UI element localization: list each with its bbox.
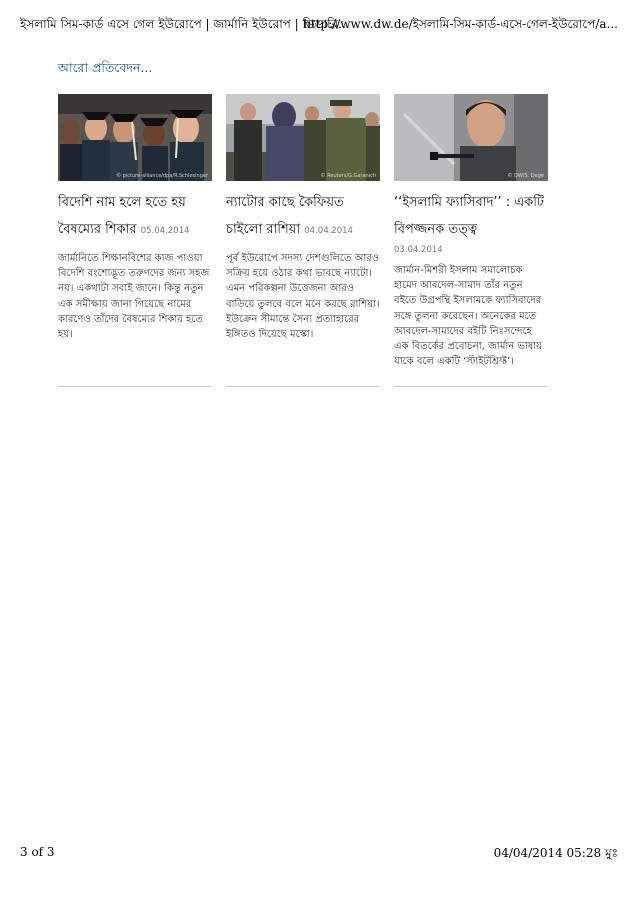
article-title[interactable]: ন্যাটোর কাছে কৈফিয়ত চাইলো রাশিয়া 04.04.2014 [226,195,353,237]
soldiers-photo[interactable] [226,94,380,181]
image-credit: © DW/S. Dege [507,173,544,179]
print-header [20,16,618,34]
article-summary: জার্মান-মিশরী ইসলাম সমালোচক হামেদ আবদেল-সামাদ তাঁর নতুন বইতে উগ্রপন্থি ইসলামকে ফ্যাসিবাদের সঙ্গে তুলনা করেছেন। অনেকের মতে আবদেল-সামাদের বইটি নিঃসন্দেহে এক বিতর্কের প্রবোচনা, জার্মান ভাষায় যাকে বলে একটি ‘স্টাইটশ্রিফ্ট’। [394,265,543,368]
article-card [58,94,212,387]
more-reports-link[interactable]: আরো প্রতিবেদন... [58,60,153,75]
article-summary: জার্মানিতে শিক্ষানবিশের কাজ পাওয়া বিদেশি বংশোদ্ভূত তরুণদের জন্য সহজ নয়। একথাটা সবাই জানে। কিন্তু নতুন এক সমীক্ষায় জানা গিয়েছে নামের কারণেও তাঁদের বৈষম্যের শিকার হতে হয়। [58,253,210,341]
image-credit: © Reuters/G.Garanich [320,173,376,179]
print-page-url: http://www.dw.de/ইসলামি-সিম-কার্ড-এসে-গেল-ইউরোপে/a... [303,17,618,31]
article-date: 05.04.2014 [140,226,190,236]
article-title[interactable]: বিদেশি নাম হলে হতে হয় বৈষম্যের শিকার 05.04.2014 [58,195,190,237]
article-title[interactable]: ‘‘ইসলামি ফ্যাসিবাদ’’ : একটি বিপজ্জনক তত্ত্ব [394,195,545,237]
article-card [394,94,548,387]
graduates-photo-graphic [58,94,212,181]
article-list [58,94,548,386]
print-footer [20,845,618,861]
article-date: 03.04.2014 [394,245,443,255]
speaker-photo-graphic [394,94,548,181]
image-credit: © picture-alliance/dpa/R.Schlesinger [116,173,208,179]
soldiers-photo-graphic [226,94,380,181]
graduates-photo[interactable] [58,94,212,181]
print-page-title: ইসলামি সিম-কার্ড এসে গেল ইউরোপে | জার্মানি ইউরোপ | ডিডাব্লি... [20,17,350,31]
article-date: 04.04.2014 [304,226,353,236]
page-number: 3 of 3 [20,845,55,859]
speaker-photo[interactable] [394,94,548,181]
article-card [226,94,380,387]
article-summary: পূর্ব ইউরোপে সদস্য দেশগুলিতে আরও সক্রিয় হয়ে ওঠার কথা ভাবছে ন্যাটো। এমন পরিকল্পনা উত্তেজনা আরও বাড়িয়ে তুলবে বলে মনে করছে রাশিয়া। ইউক্রেন সীমান্তে সৈন্য প্রত্যাহারের ইঙ্গিতও দিয়েছে মস্কো। [226,253,380,341]
print-datetime: 04/04/2014 05:28 মুঃ [493,846,618,860]
